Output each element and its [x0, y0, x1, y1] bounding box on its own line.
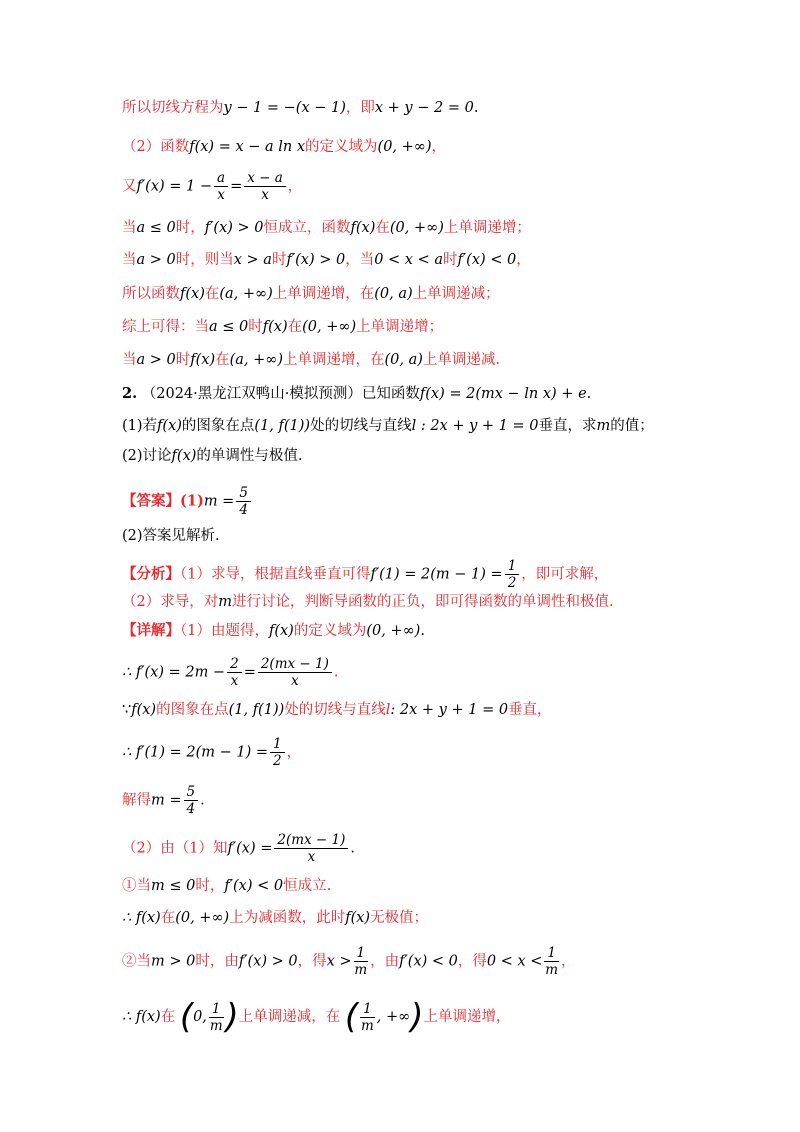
fraction: $\frac{1}{m}$ [545, 945, 559, 978]
text: ， [287, 178, 303, 195]
fraction: $\frac{2(mx - 1)}{x}$ [274, 832, 348, 865]
question-1: (1)若f(x)的图象在点(1, f(1))处的切线与直线l : 2x + y + 1 = 0垂直，求m的值； [122, 418, 654, 434]
text: ，即 [345, 100, 375, 116]
analysis-2: （2）求导，对m进行讨论，判断导函数的正负，即可得函数的单调性和极值. [122, 594, 614, 610]
math: (0, +∞) [377, 139, 432, 155]
fraction: $\frac{5}{4}$ [184, 784, 199, 817]
analysis-label: 【分析】 [122, 565, 180, 583]
fraction: $\frac{2}{x}$ [227, 656, 242, 689]
derivative-statement [122, 170, 302, 203]
question-2: (2)讨论f(x)的单调性与极值. [122, 448, 303, 464]
interval-bracket: ( 0, $\frac{1}{m}$ ) [179, 997, 239, 1037]
text: （2）函数 [122, 139, 190, 155]
fraction: $\frac{1}{2}$ [505, 558, 520, 591]
fraction: $\frac{1}{m}$ [354, 945, 368, 978]
answer-label: 【答案】 [122, 492, 180, 510]
math: y − 1 = −(x − 1) [223, 100, 346, 116]
detail-9: ②当m > 0时，由f′(x) > 0，得x > $\frac{1}{m}$ ，由f′(x) < 0，得0 < x < $\frac{1}{m}$ ， [122, 945, 576, 978]
case-a-positive: 当a > 0时，则当x > a时f′(x) > 0，当0 < x < a时f′(x) < 0， [122, 252, 531, 268]
detail-3: ∵f(x)的图象在点(1, f(1))处的切线与直线l: 2x + y + 1 = 0垂直， [122, 702, 552, 718]
problem-2-statement: 2. （2024·黑龙江双鸭山·模拟预测）已知函数f(x) = 2(mx − ln x) + e. [122, 385, 592, 402]
text: 的定义域为 [305, 139, 378, 155]
text: ， [431, 139, 447, 155]
fraction: $\frac{a}{x}$ [214, 170, 228, 203]
problem-source: （2024·黑龙江双鸭山·模拟预测）已知函数 [141, 386, 420, 402]
interval-bracket: ( $\frac{1}{m}$ , +∞ ) [344, 997, 424, 1037]
text: 又 [122, 178, 137, 195]
monotonicity-line: 所以函数f(x)在(a, +∞)上单调递增，在(0, a)上单调递减； [122, 286, 500, 302]
detail-8: ∴ f(x)在(0, +∞)上为减函数，此时f(x)无极值； [122, 910, 429, 926]
fraction: $\frac{1}{2}$ [270, 736, 285, 769]
math: f(x) = x − a ln x [189, 139, 306, 155]
tangent-line-conclusion [122, 98, 478, 118]
summary-line-1: 综上可得：当a ≤ 0时f(x)在(0, +∞)上单调递增； [122, 319, 444, 335]
fraction: $\frac{2(mx - 1)}{x}$ [258, 656, 332, 689]
problem-number: 2. [122, 385, 138, 402]
detail-10: ∴ f(x)在 ( 0, $\frac{1}{m}$ ) 上单调递减，在 ( $\frac{1}{m}$ , +∞ ) 上单调递增， [122, 997, 511, 1037]
fraction: $\frac{x - a}{x}$ [244, 170, 286, 203]
summary-line-2: 当a > 0时f(x)在(a, +∞)上单调递增，在(0, a)上单调递减. [122, 352, 501, 368]
detail-2: ∴ f′(x) = 2m − $\frac{2}{x}$ = $\frac{2(mx - 1)}{x}$ . [122, 656, 339, 689]
detail-5: 解得m = $\frac{5}{4}$ . [122, 784, 205, 817]
detail-4: ∴ f′(1) = 2(m − 1) = $\frac{1}{2}$ ， [122, 736, 302, 769]
detail-1: 【详解】（1）由题得，f(x)的定义域为(0, +∞). [122, 622, 425, 639]
detail-label: 【详解】 [122, 622, 180, 639]
text: 所以切线方程为 [122, 100, 224, 116]
fraction: $\frac{5}{4}$ [236, 485, 251, 518]
math: f′(x) = 1 − [136, 178, 213, 195]
text: . [473, 100, 479, 116]
math: x + y − 2 = 0 [374, 100, 474, 116]
math: = [230, 178, 243, 195]
analysis-1: 【分析】（1）求导，根据直线垂直可得f′(1) = 2(m − 1) = $\frac{1}{2}$ ，即可求解， [122, 558, 609, 591]
detail-6: （2）由（1）知f′(x) = $\frac{2(mx - 1)}{x}$ . [122, 832, 356, 865]
math: f(x) = 2(mx − ln x) + e [419, 386, 587, 402]
domain-statement [122, 137, 446, 157]
detail-7: ①当m ≤ 0时，f′(x) < 0恒成立. [122, 878, 332, 894]
case-a-nonpositive: 当a ≤ 0时，f′(x) > 0恒成立，函数f(x)在(0, +∞)上单调递增； [122, 220, 531, 236]
answer-part-2: (2)答案见解析. [122, 528, 220, 544]
answer-section: 【答案】(1)m = $\frac{5}{4}$ [122, 485, 253, 518]
